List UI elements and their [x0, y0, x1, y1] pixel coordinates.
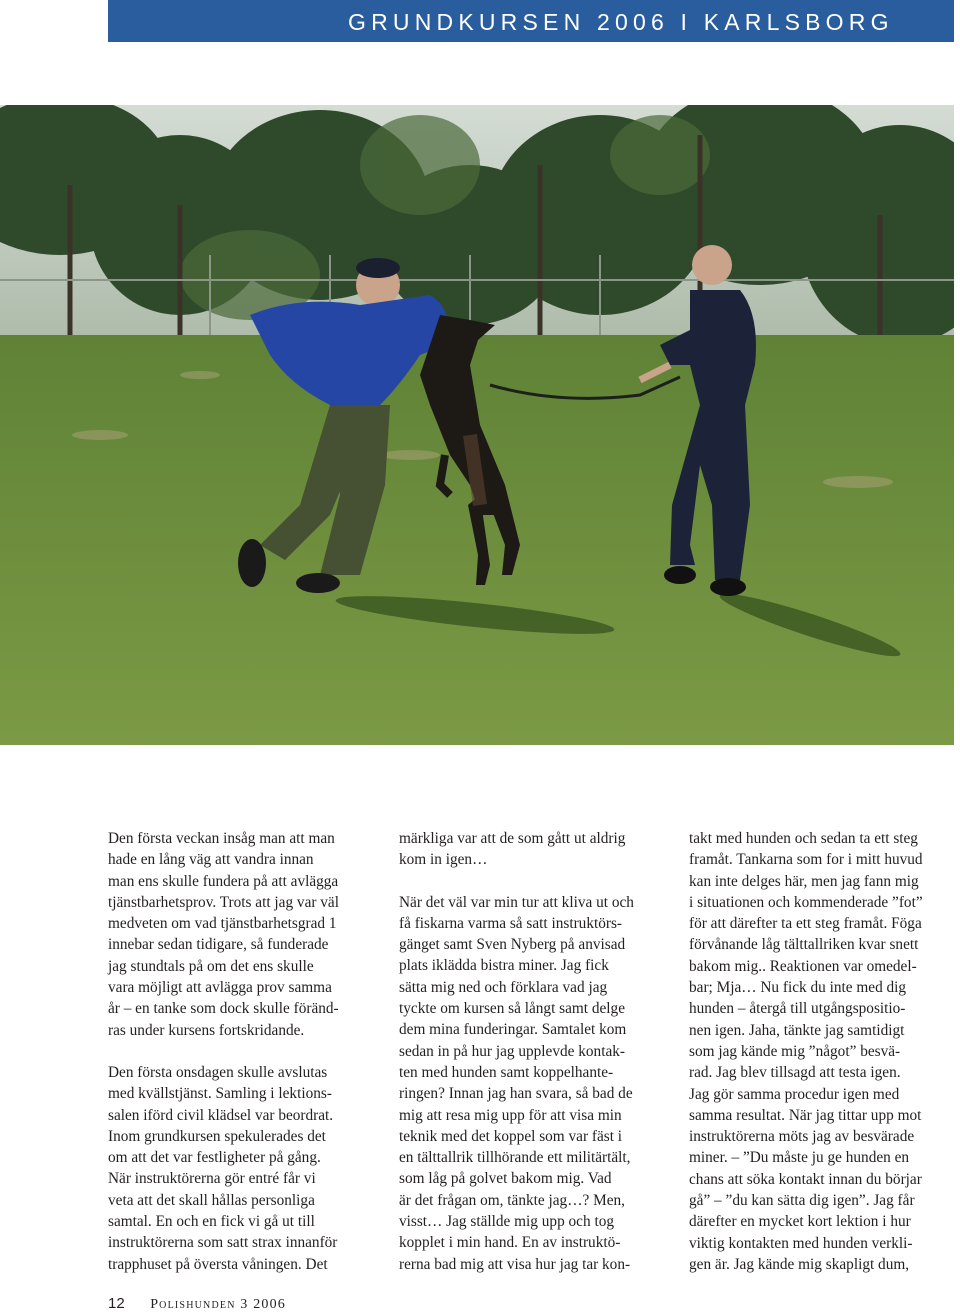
text-line: gå” – ”du kan sätta dig igen”. Jag får — [689, 1192, 915, 1210]
text-line: märkliga var att de som gått ut aldrig — [399, 830, 626, 847]
text-line: tjänstbarhetsprov. Trots att jag var väl — [108, 893, 339, 911]
text-line: vara möjligt att avlägga prov samma — [108, 979, 332, 997]
text-line: hade en lång väg att vandra innan — [108, 851, 314, 869]
text-line: dem mina funderingar. Samtalet kom — [399, 1021, 627, 1039]
text-line: chans att söka kontakt innan du börjar — [689, 1170, 922, 1188]
text-line: Den första onsdagen skulle avslutas — [108, 1063, 328, 1081]
text-line: som jag kände mig ”något” besvä- — [689, 1042, 901, 1060]
text-line: medveten om vad tjänstbarhetsgrad 1 — [108, 915, 337, 933]
text-line: mig att resa mig upp för att visa min — [399, 1106, 622, 1124]
text-line: instruktörerna som satt strax innanför — [108, 1234, 338, 1252]
text-line: rerna bad mig att visa hur jag tar kon- — [399, 1255, 631, 1273]
text-line: få fiskarna varma så satt instruktörs- — [399, 914, 623, 932]
text-line: framåt. Tankarna som for i mitt huvud — [689, 851, 923, 869]
paragraph — [108, 828, 374, 1041]
text-line: bakom mig.. Reaktionen var omedel- — [689, 957, 917, 975]
text-line: är det frågan om, tänkte jag…? Men, — [399, 1191, 625, 1209]
text-line: kan inte delges här, men jag fann mig — [689, 872, 919, 890]
text-line: i situationen och kommenderade ”fot” — [689, 893, 923, 911]
text-line: jag stundtals på om det ens skulle — [108, 957, 314, 975]
text-line: teknik med det koppel som var fäst i — [399, 1127, 623, 1145]
text-line: för att därefter ta ett steg framåt. Föga — [689, 915, 922, 933]
text-line: ringen? Innan jag han svara, så bad de — [399, 1085, 633, 1103]
text-line: ras under kursens fortskridande. — [108, 1021, 305, 1039]
text-line: instruktörerna möts jag av besvärade — [689, 1128, 915, 1146]
page-footer — [108, 1295, 286, 1313]
text-line: nen igen. Jaha, tänkte jag samtidigt — [689, 1021, 905, 1039]
paragraph — [399, 892, 665, 1275]
text-line: med kvällstjänst. Samling i lektions- — [108, 1085, 332, 1103]
text-line: plats iklädda bistra miner. Jag fick — [399, 957, 609, 975]
text-line: kopplet i min hand. En av instruktö- — [399, 1234, 621, 1252]
text-line: sedan in på hur jag upplevde kontak- — [399, 1042, 625, 1060]
text-line: rad. Jag blev tillsagd att testa igen. — [689, 1064, 901, 1082]
text-line: När instruktörerna gör entré får vi — [108, 1170, 316, 1188]
text-line: man ens skulle fundera på att avlägga — [108, 872, 339, 890]
text-line: veta att det skall hållas personliga — [108, 1191, 315, 1209]
text-line: samma resultat. När jag tittar upp mot — [689, 1106, 922, 1124]
paragraph — [399, 828, 665, 871]
text-line: Inom grundkursen spekulerades det — [108, 1127, 326, 1145]
text-column-3 — [689, 828, 955, 1275]
text-line: miner. – ”Du måste ju ge hunden en — [689, 1149, 910, 1167]
magazine-name: Polishunden 3 2006 — [150, 1297, 287, 1312]
text-line: om att det var festligheter på gång. — [108, 1149, 321, 1167]
text-line: tyckte om kursen så långt samt delge — [399, 1000, 625, 1018]
text-line: år – en tanke som dock skulle föränd- — [108, 1000, 339, 1018]
header-bar — [108, 0, 954, 42]
text-line: bar; Mja… Nu fick du inte med dig — [689, 979, 907, 997]
text-line: som låg på golvet bakom mig. Vad — [399, 1170, 612, 1188]
section-title: GRUNDKURSEN 2006 I KARLSBORG — [348, 9, 894, 35]
paragraph — [108, 1062, 374, 1275]
text-line: innebar sedan tidigare, så funderade — [108, 936, 329, 954]
photo-illustration — [0, 105, 954, 745]
text-line: takt med hunden och sedan ta ett steg — [689, 830, 918, 847]
text-line: samtal. En och en fick vi gå ut till — [108, 1213, 315, 1231]
text-line: gänget samt Sven Nyberg på anvisad — [399, 936, 626, 954]
text-line: därefter en mycket kort lektion i hur — [689, 1213, 911, 1231]
text-line: en tälttallrik tillhörande ett militärtält, — [399, 1149, 631, 1167]
text-line: När det väl var min tur att kliva ut och — [399, 893, 634, 911]
text-line: gen är. Jag kände mig skapligt dum, — [689, 1255, 910, 1273]
text-line: hunden – återgå till utgångspositio- — [689, 1000, 906, 1018]
text-line: förvånande låg tälttallriken kvar snett — [689, 936, 919, 954]
text-line: visst… Jag ställde mig upp och tog — [399, 1213, 614, 1231]
text-line: trapphuset på översta våningen. Det — [108, 1255, 328, 1273]
text-line: Jag gör samma procedur igen med — [689, 1085, 900, 1103]
page-number: 12 — [108, 1295, 125, 1312]
article-photo — [0, 105, 954, 745]
text-line: viktig kontakten med hunden verkli- — [689, 1234, 913, 1252]
text-line: ten med hunden samt koppelhante- — [399, 1063, 614, 1081]
text-column-1 — [108, 828, 374, 1275]
text-column-2 — [399, 828, 665, 1275]
text-line: kom in igen… — [399, 851, 488, 869]
text-line: sätta mig ned och förklara vad jag — [399, 978, 608, 996]
paragraph — [689, 828, 955, 1275]
text-line: Den första veckan insåg man att man — [108, 830, 335, 847]
text-line: salen iförd civil klädsel var beordrat. — [108, 1106, 334, 1124]
